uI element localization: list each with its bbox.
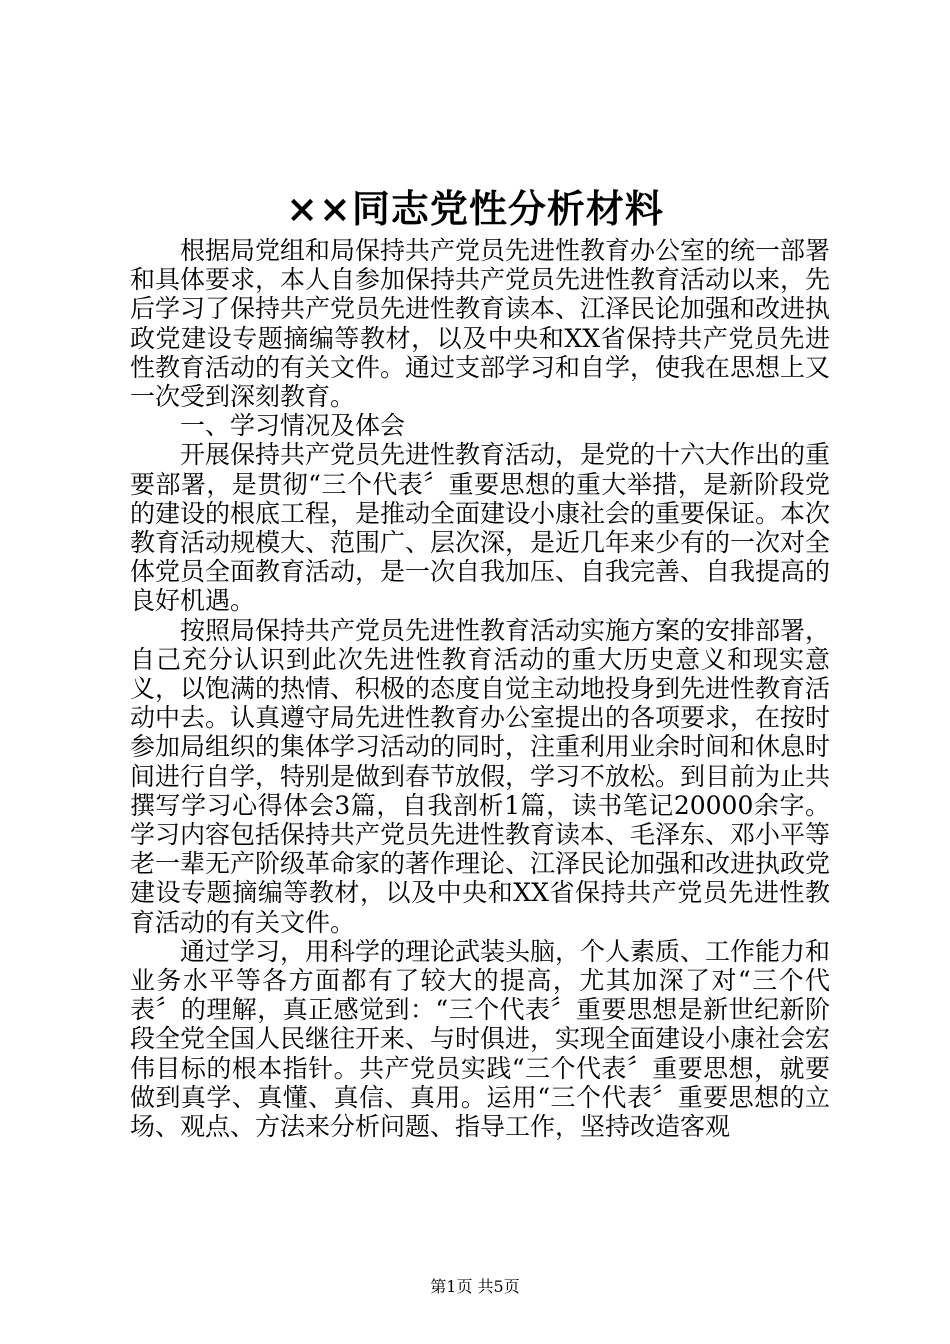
paragraph-study-results: 通过学习，用科学的理论武装头脑，个人素质、工作能力和业务水平等各方面都有了较大的提高，尤其加深了对“三个代表〞的理解，真正感觉到：“三个代表〞重要思想是新世纪新阶段全党全国人民继往开来、与时俱进，实现全面建设小康社会宏伟目标的根本指针。共产党员实践“三个代表〞重要思想，就要做到真学、真懂、真信、真用。运用“三个代表〞重要思想的立场、观点、方法来分析问题、指导工作，坚持改造客观 — [130, 936, 831, 1142]
document-title: ××同志党性分析材料 — [286, 186, 664, 231]
page-footer: 第1页 共5页 — [430, 1277, 520, 1296]
paragraph-intro: 根据局党组和局保持共产党员先进性教育办公室的统一部署和具体要求，本人自参加保持共产党员先进性教育活动以来，先后学习了保持共产党员先进性教育读本、江泽民论加强和改进执政党建设专题摘编等教材，以及中央和XX省保持共产党员先进性教育活动的有关文件。通过支部学习和自学，使我在思想上又一次受到深刻教育。 — [130, 236, 831, 412]
document-body — [130, 236, 830, 1141]
section-heading: 一、学习情况及体会 — [180, 411, 406, 441]
paragraph-significance: 开展保持共产党员先进性教育活动，是党的十六大作出的重要部署，是贯彻“三个代表〞重要思想的重大举措，是新阶段党的建设的根底工程，是推动全面建设小康社会的重要保证。本次教育活动规模大、范围广、层次深，是近几年来少有的一次对全体党员全面教育活动，是一次自我加压、自我完善、自我提高的良好机遇。 — [130, 440, 831, 616]
paragraph-study-arrangement: 按照局保持共产党员先进性教育活动实施方案的安排部署，自己充分认识到此次先进性教育活动的重大历史意义和现实意义，以饱满的热情、积极的态度自觉主动地投身到先进性教育活动中去。认真遵守局先进性教育办公室提出的各项要求，在按时参加局组织的集体学习活动的同时，注重利用业余时间和休息时间进行自学，特别是做到春节放假，学习不放松。到目前为止共撰写学习心得体会3篇，自我剖析1篇，读书笔记20000余字。学习内容包括保持共产党员先进性教育读本、毛泽东、邓小平等老一辈无产阶级革命家的著作理论、江泽民论加强和改进执政党建设专题摘编等教材，以及中央和XX省保持共产党员先进性教育活动的有关文件。 — [130, 615, 831, 937]
